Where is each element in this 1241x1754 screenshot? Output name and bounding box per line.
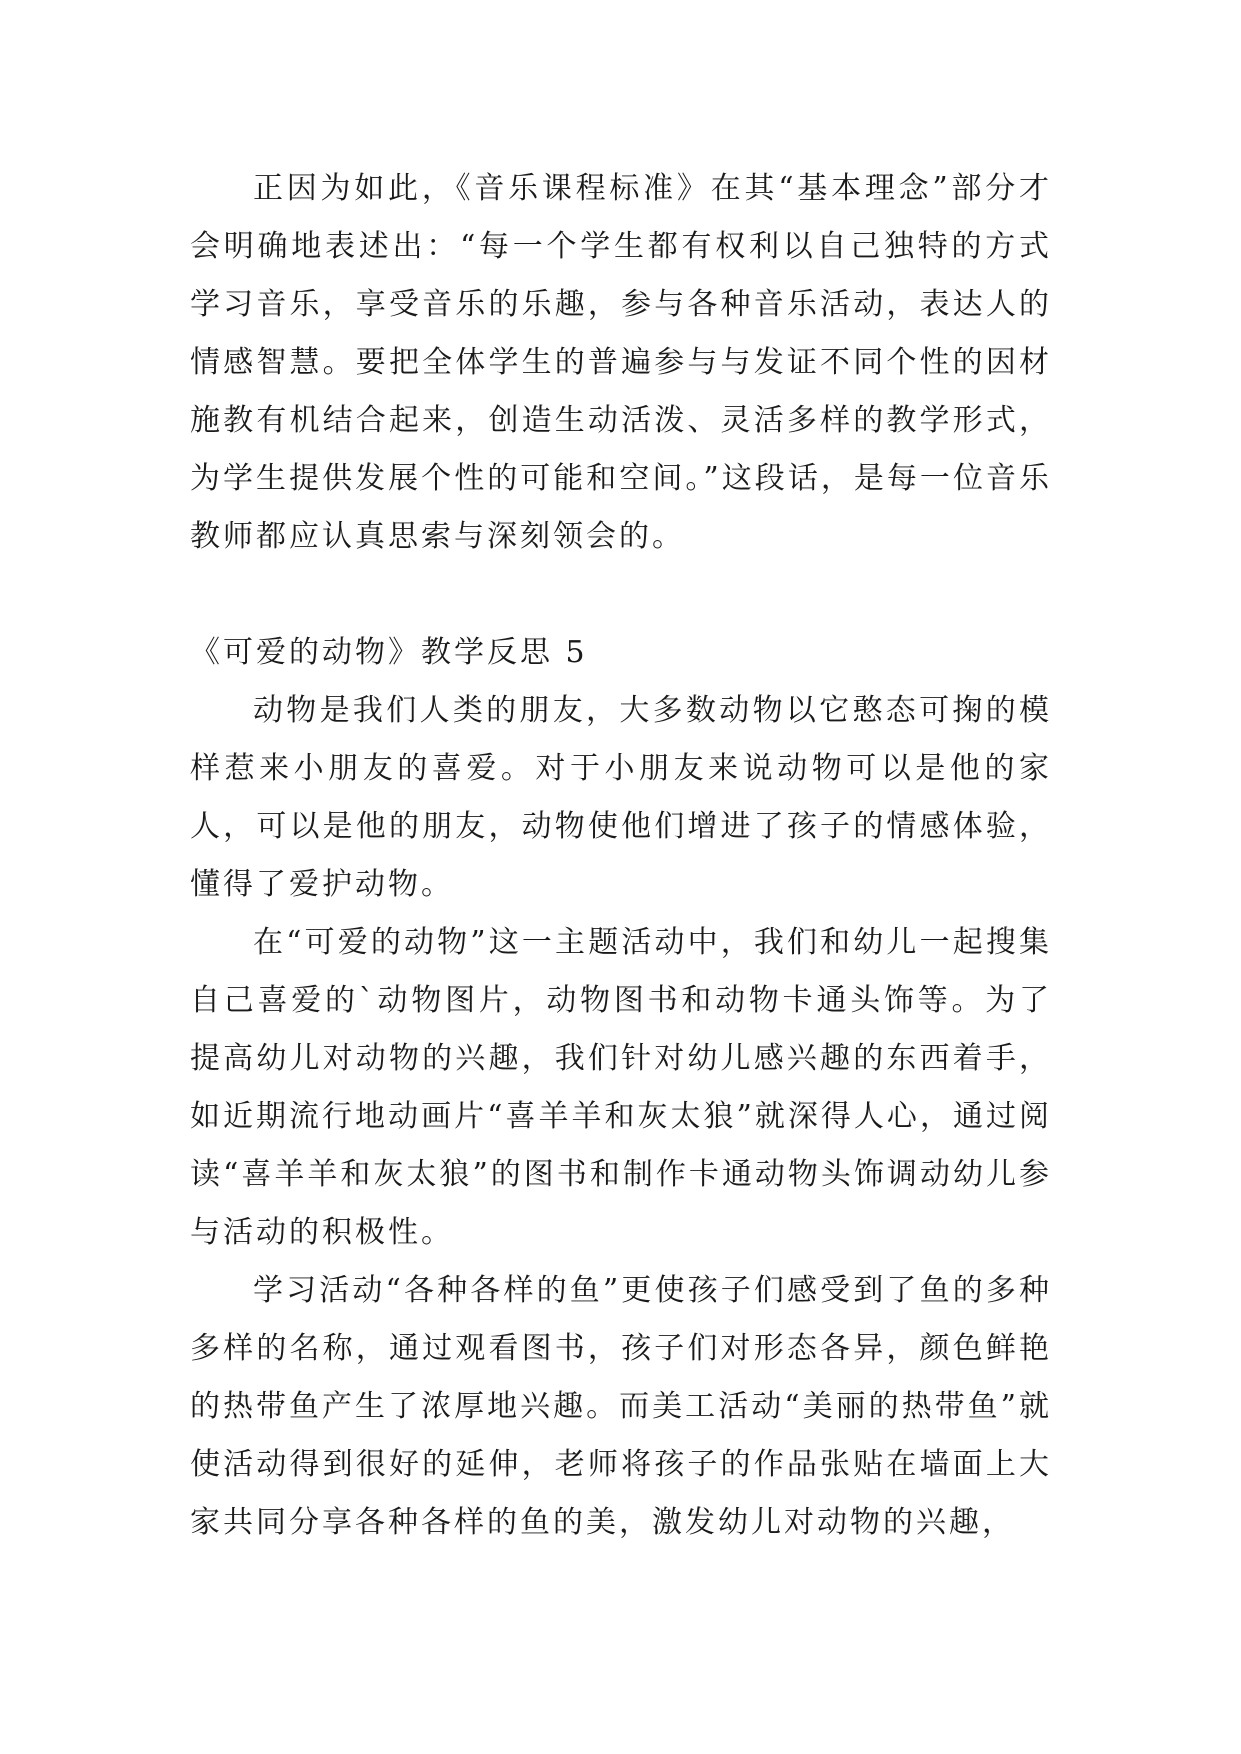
- document-page: [190, 160, 1052, 1552]
- paragraph-animals-friends: 动物是我们人类的朋友，大多数动物以它憨态可掬的模样惹来小朋友的喜爱。对于小朋友来说动物可以是他的家人，可以是他的朋友，动物使他们增进了孩子的情感体验，懂得了爱护动物。: [190, 693, 1052, 902]
- paragraph-spacer: [190, 566, 1052, 624]
- paragraph-fish-activity: 学习活动“各种各样的鱼”更使孩子们感受到了鱼的多种多样的名称，通过观看图书，孩子们对形态各异，颜色鲜艳的热带鱼产生了浓厚地兴趣。而美工活动“美丽的热带鱼”就使活动得到很好的延伸，老师将孩子的作品张贴在墙面上大家共同分享各种各样的鱼的美，激发幼儿对动物的兴趣，: [190, 1273, 1052, 1540]
- paragraph-theme-activity: 在“可爱的动物”这一主题活动中，我们和幼儿一起搜集自己喜爱的`动物图片，动物图书和动物卡通头饰等。为了提高幼儿对动物的兴趣，我们针对幼儿感兴趣的东西着手，如近期流行地动画片“喜羊羊和灰太狼”就深得人心，通过阅读“喜羊羊和灰太狼”的图书和制作卡通动物头饰调动幼儿参与活动的积极性。: [190, 925, 1052, 1250]
- paragraph-music-standard: 正因为如此，《音乐课程标准》在其“基本理念”部分才会明确地表述出：“每一个学生都有权利以自己独特的方式学习音乐，享受音乐的乐趣，参与各种音乐活动，表达人的情感智慧。要把全体学生的普遍参与与发证不同个性的因材施教有机结合起来，创造生动活泼、灵活多样的教学形式，为学生提供发展个性的可能和空间。”这段话，是每一位音乐教师都应认真思索与深刻领会的。: [190, 171, 1052, 554]
- section-title: 《可爱的动物》教学反思 5: [190, 635, 588, 670]
